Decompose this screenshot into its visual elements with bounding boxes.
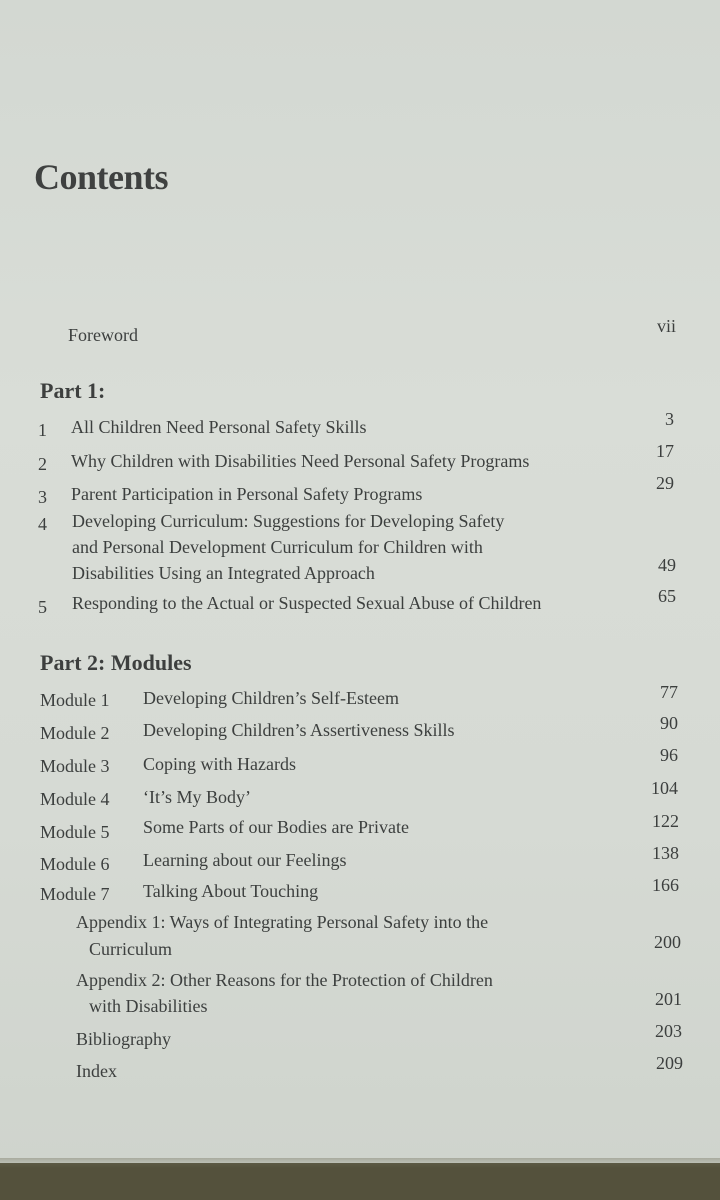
- module-label: Module 4: [40, 789, 110, 809]
- chapter-number: 4: [38, 514, 47, 534]
- module-label: Module 6: [40, 854, 110, 874]
- module-label: Module 1: [40, 690, 110, 710]
- module-label: Module 2: [40, 723, 110, 743]
- appendix-page: 201: [655, 989, 682, 1009]
- chapter-title: All Children Need Personal Safety Skills: [71, 417, 367, 437]
- chapter-title-line: and Personal Development Curriculum for Children with: [72, 537, 483, 557]
- index-label: Index: [76, 1061, 117, 1081]
- index-page: 209: [656, 1053, 683, 1073]
- module-label: Module 5: [40, 822, 110, 842]
- module-title: Developing Children’s Assertiveness Skills: [143, 720, 455, 740]
- chapter-page: 3: [665, 409, 674, 429]
- chapter-title-line: Disabilities Using an Integrated Approach: [72, 563, 375, 583]
- module-title: Some Parts of our Bodies are Private: [143, 817, 409, 837]
- module-title: Learning about our Feelings: [143, 850, 347, 870]
- chapter-title-line: Developing Curriculum: Suggestions for Developing Safety: [72, 511, 505, 531]
- bibliography-page: 203: [655, 1021, 682, 1041]
- module-label: Module 3: [40, 756, 110, 776]
- part2-heading: Part 2: Modules: [40, 650, 192, 675]
- page-edge-shadow: [0, 1158, 720, 1168]
- chapter-number: 3: [38, 487, 47, 507]
- module-page: 166: [652, 875, 679, 895]
- module-title: Coping with Hazards: [143, 754, 296, 774]
- chapter-page: 29: [656, 473, 674, 493]
- part1-heading: Part 1:: [40, 378, 106, 403]
- foreword-label: Foreword: [68, 325, 138, 345]
- appendix-title-line: Appendix 2: Other Reasons for the Protection of Children: [76, 970, 493, 990]
- chapter-number: 1: [38, 420, 47, 440]
- page-title: Contents: [34, 157, 169, 197]
- module-title: Developing Children’s Self-Esteem: [143, 688, 399, 708]
- module-label: Module 7: [40, 884, 110, 904]
- appendix-title-line: Appendix 1: Ways of Integrating Personal Safety into the: [76, 912, 489, 932]
- foreword-page: vii: [656, 316, 676, 336]
- appendix-title-line: with Disabilities: [89, 996, 208, 1016]
- chapter-title: Responding to the Actual or Suspected Sexual Abuse of Children: [72, 593, 542, 613]
- module-page: 104: [651, 778, 678, 798]
- chapter-page: 65: [658, 586, 676, 606]
- chapter-number: 5: [38, 597, 47, 617]
- module-title: ‘It’s My Body’: [143, 787, 251, 807]
- module-page: 90: [660, 713, 678, 733]
- chapter-title: Parent Participation in Personal Safety Programs: [71, 484, 423, 504]
- bibliography-label: Bibliography: [76, 1029, 171, 1049]
- module-page: 96: [660, 745, 678, 765]
- chapter-number: 2: [38, 454, 47, 474]
- module-page: 138: [652, 843, 679, 863]
- module-title: Talking About Touching: [143, 881, 319, 901]
- chapter-title: Why Children with Disabilities Need Personal Safety Programs: [71, 451, 530, 471]
- chapter-page: 49: [658, 555, 676, 575]
- appendix-title-line: Curriculum: [89, 939, 172, 959]
- module-page: 77: [660, 682, 678, 702]
- module-page: 122: [652, 811, 679, 831]
- appendix-page: 200: [654, 932, 681, 952]
- chapter-page: 17: [656, 441, 674, 461]
